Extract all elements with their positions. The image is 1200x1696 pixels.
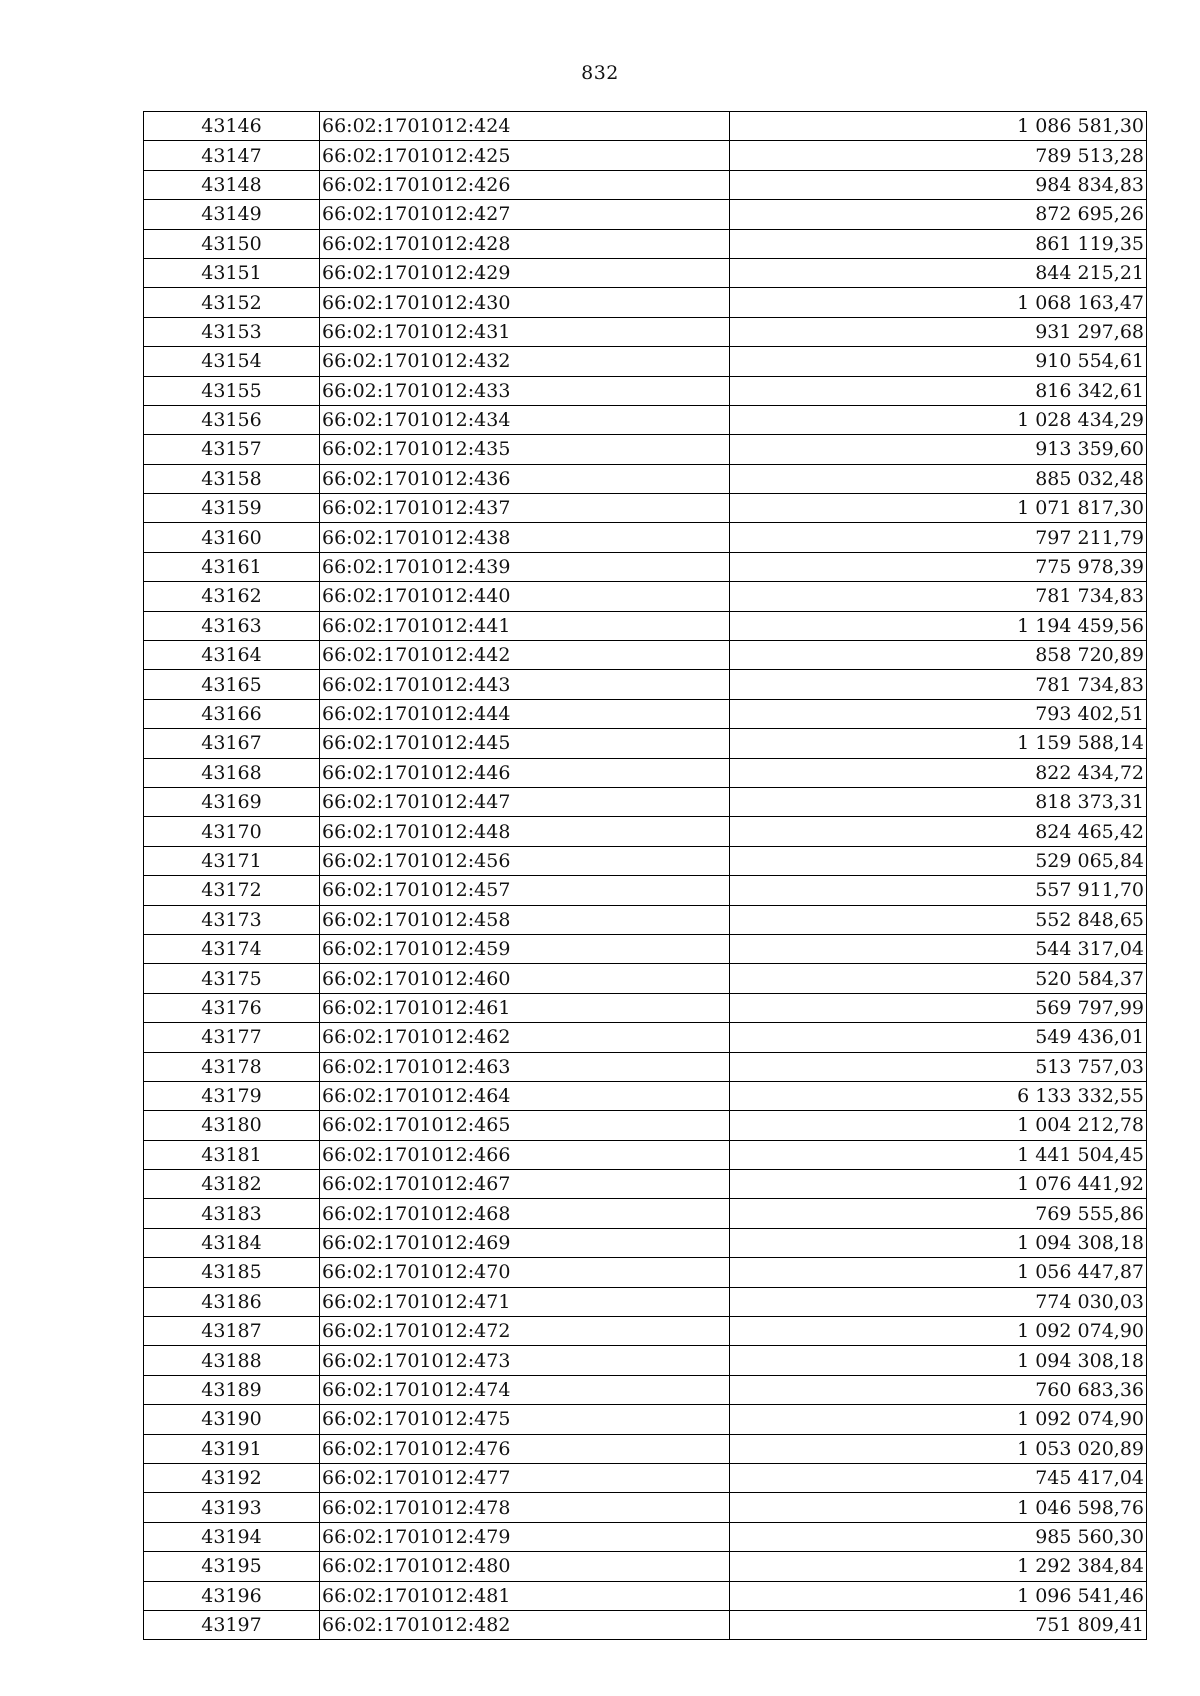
row-number-cell: 43184 bbox=[144, 1228, 320, 1257]
cadastral-number-cell: 66:02:1701012:436 bbox=[320, 464, 730, 493]
table-row bbox=[144, 964, 1147, 993]
cadastral-number-cell: 66:02:1701012:432 bbox=[320, 347, 730, 376]
table-row bbox=[144, 670, 1147, 699]
value-cell: 1 094 308,18 bbox=[730, 1346, 1147, 1375]
value-cell: 861 119,35 bbox=[730, 229, 1147, 258]
cadastral-number-cell: 66:02:1701012:466 bbox=[320, 1140, 730, 1169]
row-number-cell: 43172 bbox=[144, 876, 320, 905]
row-number-cell: 43192 bbox=[144, 1463, 320, 1492]
value-cell: 1 076 441,92 bbox=[730, 1170, 1147, 1199]
cadastral-number-cell: 66:02:1701012:474 bbox=[320, 1375, 730, 1404]
table-row bbox=[144, 1346, 1147, 1375]
cadastral-number-cell: 66:02:1701012:482 bbox=[320, 1610, 730, 1639]
row-number-cell: 43173 bbox=[144, 905, 320, 934]
value-cell: 1 194 459,56 bbox=[730, 611, 1147, 640]
value-cell: 885 032,48 bbox=[730, 464, 1147, 493]
value-cell: 774 030,03 bbox=[730, 1287, 1147, 1316]
value-cell: 549 436,01 bbox=[730, 1023, 1147, 1052]
table-row bbox=[144, 258, 1147, 287]
value-cell: 984 834,83 bbox=[730, 170, 1147, 199]
row-number-cell: 43153 bbox=[144, 317, 320, 346]
value-cell: 872 695,26 bbox=[730, 200, 1147, 229]
row-number-cell: 43186 bbox=[144, 1287, 320, 1316]
row-number-cell: 43148 bbox=[144, 170, 320, 199]
table-row bbox=[144, 1463, 1147, 1492]
row-number-cell: 43168 bbox=[144, 758, 320, 787]
row-number-cell: 43193 bbox=[144, 1493, 320, 1522]
value-cell: 775 978,39 bbox=[730, 552, 1147, 581]
cadastral-number-cell: 66:02:1701012:439 bbox=[320, 552, 730, 581]
cadastral-number-cell: 66:02:1701012:443 bbox=[320, 670, 730, 699]
table-row bbox=[144, 170, 1147, 199]
table-row bbox=[144, 641, 1147, 670]
value-cell: 1 004 212,78 bbox=[730, 1111, 1147, 1140]
value-cell: 822 434,72 bbox=[730, 758, 1147, 787]
cadastral-number-cell: 66:02:1701012:464 bbox=[320, 1081, 730, 1110]
value-cell: 1 056 447,87 bbox=[730, 1258, 1147, 1287]
row-number-cell: 43149 bbox=[144, 200, 320, 229]
table-row bbox=[144, 1434, 1147, 1463]
cadastral-number-cell: 66:02:1701012:468 bbox=[320, 1199, 730, 1228]
row-number-cell: 43158 bbox=[144, 464, 320, 493]
value-cell: 552 848,65 bbox=[730, 905, 1147, 934]
cadastral-number-cell: 66:02:1701012:475 bbox=[320, 1405, 730, 1434]
row-number-cell: 43155 bbox=[144, 376, 320, 405]
table-row bbox=[144, 758, 1147, 787]
value-cell: 858 720,89 bbox=[730, 641, 1147, 670]
value-cell: 1 071 817,30 bbox=[730, 494, 1147, 523]
value-cell: 1 086 581,30 bbox=[730, 112, 1147, 141]
value-cell: 751 809,41 bbox=[730, 1610, 1147, 1639]
value-cell: 569 797,99 bbox=[730, 993, 1147, 1022]
table-row bbox=[144, 611, 1147, 640]
value-cell: 557 911,70 bbox=[730, 876, 1147, 905]
cadastral-number-cell: 66:02:1701012:448 bbox=[320, 817, 730, 846]
table-row bbox=[144, 1375, 1147, 1404]
value-cell: 781 734,83 bbox=[730, 582, 1147, 611]
row-number-cell: 43194 bbox=[144, 1522, 320, 1551]
row-number-cell: 43177 bbox=[144, 1023, 320, 1052]
row-number-cell: 43188 bbox=[144, 1346, 320, 1375]
cadastral-number-cell: 66:02:1701012:456 bbox=[320, 846, 730, 875]
row-number-cell: 43160 bbox=[144, 523, 320, 552]
cadastral-number-cell: 66:02:1701012:459 bbox=[320, 934, 730, 963]
row-number-cell: 43170 bbox=[144, 817, 320, 846]
cadastral-number-cell: 66:02:1701012:446 bbox=[320, 758, 730, 787]
cadastral-number-cell: 66:02:1701012:429 bbox=[320, 258, 730, 287]
value-cell: 769 555,86 bbox=[730, 1199, 1147, 1228]
row-number-cell: 43156 bbox=[144, 405, 320, 434]
row-number-cell: 43183 bbox=[144, 1199, 320, 1228]
table-row bbox=[144, 876, 1147, 905]
table-row bbox=[144, 1493, 1147, 1522]
cadastral-number-cell: 66:02:1701012:460 bbox=[320, 964, 730, 993]
table-row bbox=[144, 1552, 1147, 1581]
row-number-cell: 43162 bbox=[144, 582, 320, 611]
table-row bbox=[144, 317, 1147, 346]
value-cell: 789 513,28 bbox=[730, 141, 1147, 170]
row-number-cell: 43190 bbox=[144, 1405, 320, 1434]
cadastral-number-cell: 66:02:1701012:477 bbox=[320, 1463, 730, 1492]
row-number-cell: 43189 bbox=[144, 1375, 320, 1404]
table-row bbox=[144, 435, 1147, 464]
value-cell: 745 417,04 bbox=[730, 1463, 1147, 1492]
value-cell: 985 560,30 bbox=[730, 1522, 1147, 1551]
table-row bbox=[144, 523, 1147, 552]
cadastral-number-cell: 66:02:1701012:435 bbox=[320, 435, 730, 464]
row-number-cell: 43181 bbox=[144, 1140, 320, 1169]
table-row bbox=[144, 552, 1147, 581]
value-cell: 1 046 598,76 bbox=[730, 1493, 1147, 1522]
value-cell: 520 584,37 bbox=[730, 964, 1147, 993]
table-row bbox=[144, 1228, 1147, 1257]
cadastral-number-cell: 66:02:1701012:433 bbox=[320, 376, 730, 405]
cadastral-number-cell: 66:02:1701012:461 bbox=[320, 993, 730, 1022]
table-row bbox=[144, 1081, 1147, 1110]
row-number-cell: 43159 bbox=[144, 494, 320, 523]
table-row bbox=[144, 1581, 1147, 1610]
row-number-cell: 43166 bbox=[144, 699, 320, 728]
cadastral-number-cell: 66:02:1701012:447 bbox=[320, 787, 730, 816]
value-cell: 781 734,83 bbox=[730, 670, 1147, 699]
cadastral-number-cell: 66:02:1701012:476 bbox=[320, 1434, 730, 1463]
row-number-cell: 43147 bbox=[144, 141, 320, 170]
cadastral-number-cell: 66:02:1701012:479 bbox=[320, 1522, 730, 1551]
table-row bbox=[144, 200, 1147, 229]
value-cell: 760 683,36 bbox=[730, 1375, 1147, 1404]
table-body bbox=[144, 112, 1147, 1640]
table-row bbox=[144, 1023, 1147, 1052]
cadastral-number-cell: 66:02:1701012:440 bbox=[320, 582, 730, 611]
row-number-cell: 43161 bbox=[144, 552, 320, 581]
cadastral-number-cell: 66:02:1701012:442 bbox=[320, 641, 730, 670]
value-cell: 1 092 074,90 bbox=[730, 1405, 1147, 1434]
table-row bbox=[144, 376, 1147, 405]
row-number-cell: 43165 bbox=[144, 670, 320, 699]
table-row bbox=[144, 905, 1147, 934]
table-row bbox=[144, 1287, 1147, 1316]
value-cell: 1 094 308,18 bbox=[730, 1228, 1147, 1257]
row-number-cell: 43174 bbox=[144, 934, 320, 963]
table-row bbox=[144, 464, 1147, 493]
value-cell: 1 096 541,46 bbox=[730, 1581, 1147, 1610]
row-number-cell: 43195 bbox=[144, 1552, 320, 1581]
row-number-cell: 43191 bbox=[144, 1434, 320, 1463]
table-row bbox=[144, 288, 1147, 317]
row-number-cell: 43176 bbox=[144, 993, 320, 1022]
row-number-cell: 43157 bbox=[144, 435, 320, 464]
table-row bbox=[144, 1199, 1147, 1228]
row-number-cell: 43178 bbox=[144, 1052, 320, 1081]
row-number-cell: 43164 bbox=[144, 641, 320, 670]
value-cell: 529 065,84 bbox=[730, 846, 1147, 875]
row-number-cell: 43185 bbox=[144, 1258, 320, 1287]
value-cell: 931 297,68 bbox=[730, 317, 1147, 346]
value-cell: 1 441 504,45 bbox=[730, 1140, 1147, 1169]
cadastral-number-cell: 66:02:1701012:428 bbox=[320, 229, 730, 258]
table-row bbox=[144, 1170, 1147, 1199]
table-row bbox=[144, 1522, 1147, 1551]
row-number-cell: 43180 bbox=[144, 1111, 320, 1140]
row-number-cell: 43150 bbox=[144, 229, 320, 258]
value-cell: 913 359,60 bbox=[730, 435, 1147, 464]
value-cell: 797 211,79 bbox=[730, 523, 1147, 552]
table-row bbox=[144, 846, 1147, 875]
cadastral-number-cell: 66:02:1701012:462 bbox=[320, 1023, 730, 1052]
row-number-cell: 43154 bbox=[144, 347, 320, 376]
value-cell: 910 554,61 bbox=[730, 347, 1147, 376]
cadastral-number-cell: 66:02:1701012:431 bbox=[320, 317, 730, 346]
cadastral-number-cell: 66:02:1701012:472 bbox=[320, 1317, 730, 1346]
row-number-cell: 43179 bbox=[144, 1081, 320, 1110]
page-number: 832 bbox=[581, 62, 619, 84]
cadastral-number-cell: 66:02:1701012:473 bbox=[320, 1346, 730, 1375]
row-number-cell: 43182 bbox=[144, 1170, 320, 1199]
table-row bbox=[144, 993, 1147, 1022]
value-cell: 513 757,03 bbox=[730, 1052, 1147, 1081]
table-row bbox=[144, 229, 1147, 258]
value-cell: 816 342,61 bbox=[730, 376, 1147, 405]
table-row bbox=[144, 699, 1147, 728]
row-number-cell: 43196 bbox=[144, 1581, 320, 1610]
cadastral-number-cell: 66:02:1701012:470 bbox=[320, 1258, 730, 1287]
table-row bbox=[144, 1317, 1147, 1346]
value-cell: 793 402,51 bbox=[730, 699, 1147, 728]
value-cell: 824 465,42 bbox=[730, 817, 1147, 846]
cadastral-number-cell: 66:02:1701012:465 bbox=[320, 1111, 730, 1140]
value-cell: 844 215,21 bbox=[730, 258, 1147, 287]
cadastral-number-cell: 66:02:1701012:478 bbox=[320, 1493, 730, 1522]
table-row bbox=[144, 347, 1147, 376]
value-cell: 1 028 434,29 bbox=[730, 405, 1147, 434]
cadastral-number-cell: 66:02:1701012:430 bbox=[320, 288, 730, 317]
value-cell: 1 053 020,89 bbox=[730, 1434, 1147, 1463]
row-number-cell: 43152 bbox=[144, 288, 320, 317]
row-number-cell: 43167 bbox=[144, 729, 320, 758]
table-row bbox=[144, 817, 1147, 846]
cadastral-number-cell: 66:02:1701012:469 bbox=[320, 1228, 730, 1257]
cadastral-number-cell: 66:02:1701012:481 bbox=[320, 1581, 730, 1610]
cadastral-number-cell: 66:02:1701012:463 bbox=[320, 1052, 730, 1081]
cadastral-number-cell: 66:02:1701012:438 bbox=[320, 523, 730, 552]
table-row bbox=[144, 1111, 1147, 1140]
cadastral-number-cell: 66:02:1701012:480 bbox=[320, 1552, 730, 1581]
value-cell: 1 159 588,14 bbox=[730, 729, 1147, 758]
table-row bbox=[144, 934, 1147, 963]
row-number-cell: 43169 bbox=[144, 787, 320, 816]
table-row bbox=[144, 729, 1147, 758]
value-cell: 6 133 332,55 bbox=[730, 1081, 1147, 1110]
cadastral-number-cell: 66:02:1701012:434 bbox=[320, 405, 730, 434]
value-cell: 1 068 163,47 bbox=[730, 288, 1147, 317]
row-number-cell: 43151 bbox=[144, 258, 320, 287]
row-number-cell: 43187 bbox=[144, 1317, 320, 1346]
value-cell: 1 292 384,84 bbox=[730, 1552, 1147, 1581]
cadastral-number-cell: 66:02:1701012:458 bbox=[320, 905, 730, 934]
table-row bbox=[144, 494, 1147, 523]
table-row bbox=[144, 1052, 1147, 1081]
cadastral-number-cell: 66:02:1701012:427 bbox=[320, 200, 730, 229]
table-row bbox=[144, 405, 1147, 434]
cadastral-number-cell: 66:02:1701012:471 bbox=[320, 1287, 730, 1316]
table-row bbox=[144, 1610, 1147, 1639]
table-row bbox=[144, 1405, 1147, 1434]
cadastral-number-cell: 66:02:1701012:426 bbox=[320, 170, 730, 199]
cadastral-number-cell: 66:02:1701012:444 bbox=[320, 699, 730, 728]
cadastral-number-cell: 66:02:1701012:437 bbox=[320, 494, 730, 523]
value-cell: 544 317,04 bbox=[730, 934, 1147, 963]
table-row bbox=[144, 1258, 1147, 1287]
row-number-cell: 43163 bbox=[144, 611, 320, 640]
cadastral-number-cell: 66:02:1701012:467 bbox=[320, 1170, 730, 1199]
cadastral-number-cell: 66:02:1701012:441 bbox=[320, 611, 730, 640]
table-row bbox=[144, 112, 1147, 141]
row-number-cell: 43197 bbox=[144, 1610, 320, 1639]
row-number-cell: 43171 bbox=[144, 846, 320, 875]
cadastral-number-cell: 66:02:1701012:424 bbox=[320, 112, 730, 141]
cadastral-number-cell: 66:02:1701012:457 bbox=[320, 876, 730, 905]
row-number-cell: 43146 bbox=[144, 112, 320, 141]
row-number-cell: 43175 bbox=[144, 964, 320, 993]
value-cell: 1 092 074,90 bbox=[730, 1317, 1147, 1346]
data-table bbox=[143, 111, 1147, 1640]
table-row bbox=[144, 141, 1147, 170]
cadastral-number-cell: 66:02:1701012:445 bbox=[320, 729, 730, 758]
table-row bbox=[144, 787, 1147, 816]
table-row bbox=[144, 1140, 1147, 1169]
value-cell: 818 373,31 bbox=[730, 787, 1147, 816]
table-row bbox=[144, 582, 1147, 611]
cadastral-number-cell: 66:02:1701012:425 bbox=[320, 141, 730, 170]
